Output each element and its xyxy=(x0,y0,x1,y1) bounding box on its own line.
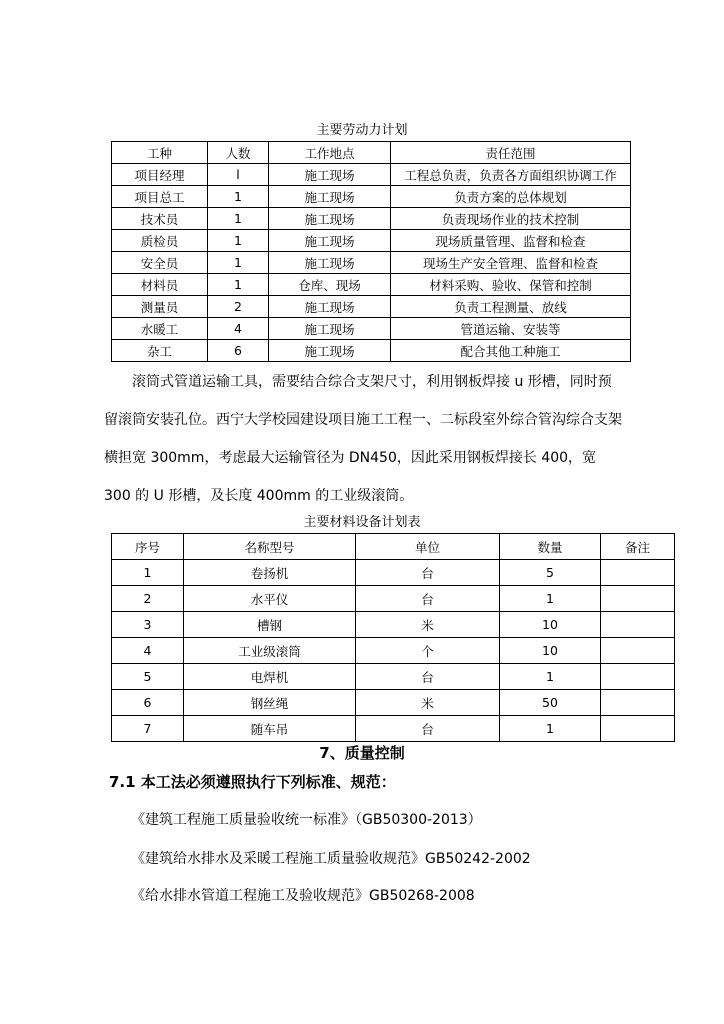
table-cell xyxy=(601,664,675,690)
table-cell: 米 xyxy=(356,612,500,638)
table-cell: 材料员 xyxy=(112,274,208,296)
table-cell: 仓库、现场 xyxy=(269,274,391,296)
table-row xyxy=(112,274,631,296)
table-row xyxy=(112,664,675,690)
table-row xyxy=(112,716,675,742)
table-cell: 材料采购、验收、保管和控制 xyxy=(391,274,631,296)
table-cell: 1 xyxy=(208,230,269,252)
table-cell: 质检员 xyxy=(112,230,208,252)
table-cell: 施工现场 xyxy=(269,186,391,208)
paragraph-line: 滚筒式管道运输工具，需要结合综合支架尺寸，利用钢板焊接 u 形槽，同时预 xyxy=(132,374,612,390)
column-header: 工种 xyxy=(112,142,208,164)
column-header: 备注 xyxy=(601,534,675,560)
labor-plan-table xyxy=(111,141,631,362)
paragraph-line: 留滚筒安装孔位。西宁大学校园建设项目施工工程一、二标段室外综合管沟综合支架 xyxy=(104,412,622,428)
column-header: 责任范围 xyxy=(391,142,631,164)
column-header: 名称型号 xyxy=(184,534,356,560)
table-cell: 4 xyxy=(112,638,184,664)
table-cell: 7 xyxy=(112,716,184,742)
table-row xyxy=(112,208,631,230)
standard-reference: 《建筑给水排水及采暖工程施工质量验收规范》GB50242-2002 xyxy=(131,851,531,867)
table-cell: 水暖工 xyxy=(112,318,208,340)
column-header: 人数 xyxy=(208,142,269,164)
table-cell: 施工现场 xyxy=(269,340,391,362)
table-cell: 6 xyxy=(112,690,184,716)
material-plan-title: 主要材料设备计划表 xyxy=(303,515,421,530)
table-cell: 1 xyxy=(112,560,184,586)
table-cell: 杂工 xyxy=(112,340,208,362)
table-cell: 项目经理 xyxy=(112,164,208,186)
table-cell: 台 xyxy=(356,716,500,742)
labor-plan-title: 主要劳动力计划 xyxy=(316,123,408,138)
table-cell: 10 xyxy=(500,638,601,664)
section-subtitle: 7.1 本工法必须遵照执行下列标准、规范： xyxy=(109,773,396,791)
table-cell xyxy=(601,716,675,742)
table-cell: 施工现场 xyxy=(269,208,391,230)
table-row xyxy=(112,296,631,318)
table-cell: 米 xyxy=(356,690,500,716)
table-cell: 施工现场 xyxy=(269,230,391,252)
table-cell: 施工现场 xyxy=(269,296,391,318)
table-row xyxy=(112,230,631,252)
table-cell: 2 xyxy=(208,296,269,318)
table-cell: 槽钢 xyxy=(184,612,356,638)
table-row xyxy=(112,340,631,362)
table-cell: 现场质量管理、监督和检查 xyxy=(391,230,631,252)
paragraph-line: 300 的 U 形槽，及长度 400mm 的工业级滚筒。 xyxy=(104,488,414,504)
table-cell: 配合其他工种施工 xyxy=(391,340,631,362)
table-cell xyxy=(601,612,675,638)
table-cell xyxy=(601,690,675,716)
table-cell: 1 xyxy=(500,586,601,612)
table-cell xyxy=(601,638,675,664)
column-header: 序号 xyxy=(112,534,184,560)
standard-reference: 《建筑工程施工质量验收统一标准》（GB50300-2013） xyxy=(131,812,482,828)
table-cell: 施工现场 xyxy=(269,252,391,274)
table-cell: 项目总工 xyxy=(112,186,208,208)
column-header: 工作地点 xyxy=(269,142,391,164)
table-cell: 随车吊 xyxy=(184,716,356,742)
table-cell xyxy=(601,560,675,586)
table-cell: 1 xyxy=(500,664,601,690)
table-cell: 1 xyxy=(208,208,269,230)
table-cell: 4 xyxy=(208,318,269,340)
column-header: 数量 xyxy=(500,534,601,560)
table-cell: 6 xyxy=(208,340,269,362)
table-cell: 安全员 xyxy=(112,252,208,274)
table-cell: 工程总负责，负责各方面组织协调工作 xyxy=(391,164,631,186)
section-title: 7、质量控制 xyxy=(319,744,405,762)
table-cell: 1 xyxy=(208,186,269,208)
table-cell: 50 xyxy=(500,690,601,716)
table-cell: 台 xyxy=(356,586,500,612)
table-row xyxy=(112,560,675,586)
table-header-row xyxy=(112,534,675,560)
table-row xyxy=(112,612,675,638)
column-header: 单位 xyxy=(356,534,500,560)
table-cell: 工业级滚筒 xyxy=(184,638,356,664)
table-cell: 负责方案的总体规划 xyxy=(391,186,631,208)
table-cell: l xyxy=(208,164,269,186)
table-cell: 2 xyxy=(112,586,184,612)
table-cell: 3 xyxy=(112,612,184,638)
table-cell: 施工现场 xyxy=(269,164,391,186)
table-cell: 1 xyxy=(208,274,269,296)
table-row xyxy=(112,186,631,208)
table-cell: 水平仪 xyxy=(184,586,356,612)
paragraph-line: 横担宽 300mm，考虑最大运输管径为 DN450，因此采用钢板焊接长 400，宽 xyxy=(104,450,597,466)
table-cell: 钢丝绳 xyxy=(184,690,356,716)
table-cell: 技术员 xyxy=(112,208,208,230)
table-cell: 台 xyxy=(356,560,500,586)
table-cell: 卷扬机 xyxy=(184,560,356,586)
table-cell: 5 xyxy=(112,664,184,690)
table-row xyxy=(112,586,675,612)
table-cell: 台 xyxy=(356,664,500,690)
material-plan-table xyxy=(111,533,675,742)
table-cell: 施工现场 xyxy=(269,318,391,340)
table-cell: 负责工程测量、放线 xyxy=(391,296,631,318)
table-header-row xyxy=(112,142,631,164)
table-cell: 个 xyxy=(356,638,500,664)
table-cell xyxy=(601,586,675,612)
standard-reference: 《给水排水管道工程施工及验收规范》GB50268-2008 xyxy=(131,888,475,904)
table-row xyxy=(112,318,631,340)
table-cell: 现场生产安全管理、监督和检查 xyxy=(391,252,631,274)
table-cell: 管道运输、安装等 xyxy=(391,318,631,340)
table-row xyxy=(112,690,675,716)
table-cell: 测量员 xyxy=(112,296,208,318)
table-row xyxy=(112,164,631,186)
table-row xyxy=(112,638,675,664)
table-cell: 1 xyxy=(500,716,601,742)
table-cell: 5 xyxy=(500,560,601,586)
table-row xyxy=(112,252,631,274)
table-cell: 负责现场作业的技术控制 xyxy=(391,208,631,230)
table-cell: 电焊机 xyxy=(184,664,356,690)
table-cell: 10 xyxy=(500,612,601,638)
table-cell: 1 xyxy=(208,252,269,274)
